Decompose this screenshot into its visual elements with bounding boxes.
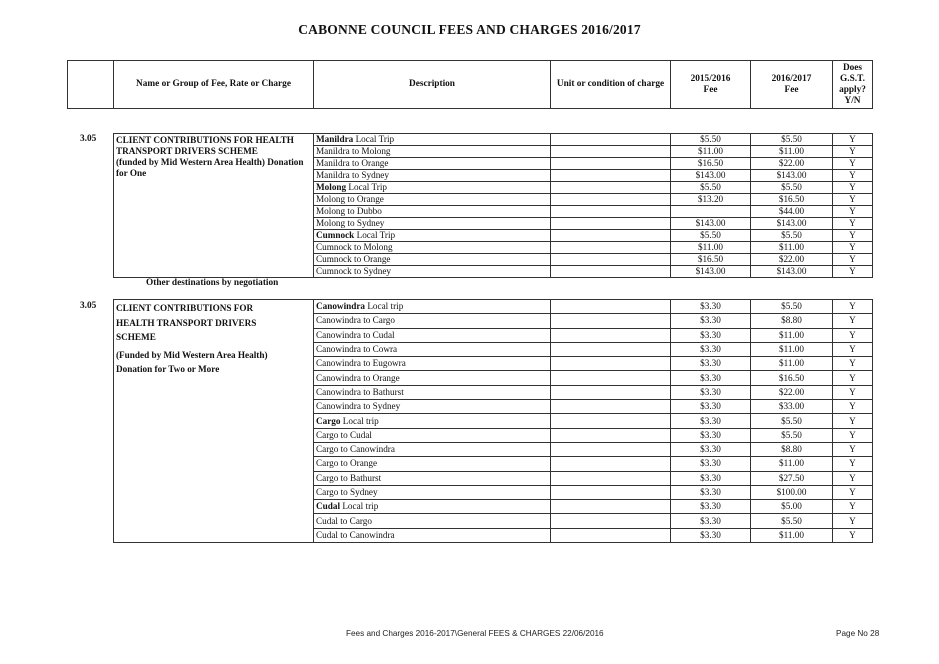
unit-cell <box>551 471 671 485</box>
gst-cell: Y <box>833 500 873 514</box>
fee-group-name-line: Donation for Two or More <box>116 364 220 375</box>
description-cell <box>314 182 551 194</box>
unit-cell <box>551 457 671 471</box>
fee-2015-cell: $3.30 <box>671 442 751 456</box>
description-cell <box>314 528 551 542</box>
fee-2016-cell: $5.50 <box>751 514 833 528</box>
fee-2016-cell: $16.50 <box>751 194 833 206</box>
unit-cell <box>551 528 671 542</box>
description-cell <box>314 266 551 278</box>
header-code-cell <box>68 61 114 109</box>
fee-2015-cell: $5.50 <box>671 134 751 146</box>
fee-2016-cell: $11.00 <box>751 457 833 471</box>
unit-cell <box>551 300 671 314</box>
description-text: Cudal to Canowindra <box>316 529 395 540</box>
description-text: Cudal to Cargo <box>316 515 372 526</box>
description-cell <box>314 514 551 528</box>
description-cell <box>314 442 551 456</box>
fee-2016-cell: $143.00 <box>751 266 833 278</box>
description-text: Local trip <box>340 501 379 512</box>
gst-cell: Y <box>833 314 873 328</box>
gst-cell: Y <box>833 342 873 356</box>
fee-2015-cell: $3.30 <box>671 500 751 514</box>
fee-2016-cell: $11.00 <box>751 357 833 371</box>
fee-section-table <box>113 299 873 543</box>
header-fee-2016 <box>751 61 833 109</box>
fee-2015-cell: $13.20 <box>671 194 751 206</box>
unit-cell <box>551 146 671 158</box>
description-cell <box>314 218 551 230</box>
unit-cell <box>551 266 671 278</box>
location-name: Cumnock <box>316 230 355 240</box>
unit-cell <box>551 442 671 456</box>
unit-cell <box>551 194 671 206</box>
fee-2016-cell: $11.00 <box>751 528 833 542</box>
description-text: Canowindra to Sydney <box>316 401 401 412</box>
fee-2015-cell: $16.50 <box>671 254 751 266</box>
fee-2015-cell: $143.00 <box>671 170 751 182</box>
fee-2016-cell: $11.00 <box>751 328 833 342</box>
footer-page-number: Page No 28 <box>836 629 880 638</box>
description-cell <box>314 457 551 471</box>
fee-2015-cell: $143.00 <box>671 266 751 278</box>
header-fee-2016-year: 2016/2017 <box>771 73 812 84</box>
gst-cell: Y <box>833 528 873 542</box>
table-row <box>114 134 873 146</box>
header-gst-line: apply? <box>839 84 866 95</box>
gst-cell: Y <box>833 218 873 230</box>
fee-group-name-line: CLIENT CONTRIBUTIONS FOR <box>116 303 254 313</box>
gst-cell: Y <box>833 146 873 158</box>
fee-2016-cell: $33.00 <box>751 400 833 414</box>
header-name: Name or Group of Fee, Rate or Charge <box>114 61 314 109</box>
fee-2015-cell: $3.30 <box>671 328 751 342</box>
description-text: Cargo to Bathurst <box>316 472 382 483</box>
gst-cell: Y <box>833 514 873 528</box>
gst-cell: Y <box>833 158 873 170</box>
gst-cell: Y <box>833 134 873 146</box>
gst-cell: Y <box>833 230 873 242</box>
header-description: Description <box>314 61 551 109</box>
location-name: Canowindra <box>316 301 366 312</box>
location-name: Cargo <box>316 415 341 426</box>
header-fee-2015-year: 2015/2016 <box>690 73 731 84</box>
description-cell <box>314 371 551 385</box>
footer-file-path: Fees and Charges 2016-2017\General FEES & CHARGES 22/06/2016 <box>346 629 604 638</box>
description-cell <box>314 385 551 399</box>
description-text: Canowindra to Cargo <box>316 315 395 326</box>
gst-cell: Y <box>833 206 873 218</box>
gst-cell: Y <box>833 242 873 254</box>
fee-2015-cell <box>671 206 751 218</box>
unit-cell <box>551 254 671 266</box>
description-text: Cumnock to Orange <box>316 254 391 264</box>
fee-2016-cell: $11.00 <box>751 342 833 356</box>
description-cell <box>314 428 551 442</box>
description-cell <box>314 400 551 414</box>
description-text: Manildra to Sydney <box>316 170 389 180</box>
fee-2015-cell: $3.30 <box>671 414 751 428</box>
fee-2015-cell: $3.30 <box>671 385 751 399</box>
description-text: Cargo to Cudal <box>316 429 372 440</box>
gst-cell: Y <box>833 371 873 385</box>
gst-cell: Y <box>833 442 873 456</box>
fee-2015-cell: $3.30 <box>671 300 751 314</box>
description-text: Molong to Sydney <box>316 218 385 228</box>
fee-2016-cell: $22.00 <box>751 158 833 170</box>
fee-2015-cell: $3.30 <box>671 314 751 328</box>
unit-cell <box>551 342 671 356</box>
description-cell <box>314 357 551 371</box>
gst-cell: Y <box>833 194 873 206</box>
unit-cell <box>551 158 671 170</box>
header-gst-line: G.S.T. <box>840 73 865 84</box>
description-cell <box>314 328 551 342</box>
header-unit: Unit or condition of charge <box>551 61 671 109</box>
fee-section-table <box>113 133 873 278</box>
unit-cell <box>551 357 671 371</box>
gst-cell: Y <box>833 266 873 278</box>
fee-2016-cell: $11.00 <box>751 242 833 254</box>
gst-cell: Y <box>833 471 873 485</box>
header-fee-2015-label: Fee <box>703 84 718 95</box>
fee-2016-cell: $100.00 <box>751 485 833 499</box>
fee-2015-cell: $3.30 <box>671 400 751 414</box>
description-cell <box>314 314 551 328</box>
description-cell <box>314 242 551 254</box>
unit-cell <box>551 230 671 242</box>
description-cell <box>314 134 551 146</box>
fee-2016-cell: $143.00 <box>751 218 833 230</box>
fee-2016-cell: $143.00 <box>751 170 833 182</box>
fee-2016-cell: $11.00 <box>751 146 833 158</box>
fee-2015-cell: $3.30 <box>671 357 751 371</box>
fee-2015-cell: $5.50 <box>671 182 751 194</box>
unit-cell <box>551 206 671 218</box>
unit-cell <box>551 414 671 428</box>
description-text: Local trip <box>365 301 404 312</box>
unit-cell <box>551 182 671 194</box>
gst-cell: Y <box>833 170 873 182</box>
fee-group-name-line: for One <box>116 168 147 178</box>
description-cell <box>314 170 551 182</box>
header-fee-2016-label: Fee <box>784 84 799 95</box>
fee-group-name-line: TRANSPORT DRIVERS SCHEME <box>116 146 258 156</box>
fee-2016-cell: $8.80 <box>751 314 833 328</box>
fee-2015-cell: $3.30 <box>671 471 751 485</box>
fee-2016-cell: $22.00 <box>751 254 833 266</box>
fee-2015-cell: $3.30 <box>671 514 751 528</box>
fee-group-name-line: (funded by Mid Western Area Health) Donation <box>116 157 304 167</box>
description-text: Local Trip <box>353 134 395 144</box>
column-header-table <box>67 60 873 109</box>
fee-2016-cell: $5.50 <box>751 300 833 314</box>
fee-group-name-line: HEALTH TRANSPORT DRIVERS <box>116 317 257 328</box>
description-text: Canowindra to Cowra <box>316 344 398 355</box>
description-cell <box>314 254 551 266</box>
fee-2015-cell: $11.00 <box>671 146 751 158</box>
description-cell <box>314 342 551 356</box>
description-cell <box>314 300 551 314</box>
description-text: Canowindra to Eugowra <box>316 358 406 369</box>
description-text: Cargo to Orange <box>316 458 378 469</box>
description-text: Cumnock to Sydney <box>316 266 392 276</box>
description-cell <box>314 158 551 170</box>
unit-cell <box>551 428 671 442</box>
description-cell <box>314 206 551 218</box>
description-text: Cargo to Sydney <box>316 487 378 497</box>
gst-cell: Y <box>833 428 873 442</box>
description-text: Local Trip <box>354 230 396 240</box>
fee-2015-cell: $3.30 <box>671 528 751 542</box>
gst-cell: Y <box>833 485 873 499</box>
fee-group-name <box>114 134 314 278</box>
fee-2015-cell: $3.30 <box>671 342 751 356</box>
fee-2015-cell: $3.30 <box>671 457 751 471</box>
unit-cell <box>551 170 671 182</box>
fee-2015-cell: $11.00 <box>671 242 751 254</box>
location-name: Manildra <box>316 134 354 144</box>
section-code: 3.05 <box>80 134 97 144</box>
fee-2016-cell: $16.50 <box>751 371 833 385</box>
unit-cell <box>551 134 671 146</box>
description-text: Manildra to Orange <box>316 158 389 168</box>
gst-cell: Y <box>833 457 873 471</box>
header-fee-2015 <box>671 61 751 109</box>
page-title: CABONNE COUNCIL FEES AND CHARGES 2016/2017 <box>298 22 641 37</box>
description-text: Canowindra to Orange <box>316 372 400 383</box>
fee-2016-cell: $5.50 <box>751 414 833 428</box>
fee-2015-cell: $3.30 <box>671 428 751 442</box>
header-gst-line: Does <box>842 62 863 73</box>
section-code: 3.05 <box>80 301 97 311</box>
table-row <box>114 300 873 314</box>
fee-2015-cell: $3.30 <box>671 371 751 385</box>
unit-cell <box>551 485 671 499</box>
unit-cell <box>551 242 671 254</box>
description-text: Manildra to Molong <box>316 146 391 156</box>
description-cell <box>314 471 551 485</box>
gst-cell: Y <box>833 300 873 314</box>
unit-cell <box>551 514 671 528</box>
description-text: Cumnock to Molong <box>316 242 393 252</box>
fee-2016-cell: $5.50 <box>751 428 833 442</box>
fee-2016-cell: $5.50 <box>751 182 833 194</box>
fee-group-name-line: CLIENT CONTRIBUTIONS FOR HEALTH <box>116 135 294 145</box>
description-text: Local trip <box>340 415 379 426</box>
unit-cell <box>551 371 671 385</box>
description-cell <box>314 194 551 206</box>
fee-2015-cell: $5.50 <box>671 230 751 242</box>
unit-cell <box>551 500 671 514</box>
other-destinations-note: Other destinations by negotiation <box>146 278 279 288</box>
fee-2016-cell: $5.00 <box>751 500 833 514</box>
fee-2016-cell: $44.00 <box>751 206 833 218</box>
description-text: Canowindra to Cudal <box>316 329 395 340</box>
location-name: Molong <box>316 182 347 192</box>
unit-cell <box>551 328 671 342</box>
description-text: Local Trip <box>346 182 387 192</box>
unit-cell <box>551 400 671 414</box>
fee-2015-cell: $3.30 <box>671 485 751 499</box>
gst-cell: Y <box>833 182 873 194</box>
gst-cell: Y <box>833 414 873 428</box>
description-cell <box>314 485 551 499</box>
fee-2016-cell: $27.50 <box>751 471 833 485</box>
fee-group-name-line: SCHEME <box>116 332 156 343</box>
fee-2016-cell: $22.00 <box>751 385 833 399</box>
unit-cell <box>551 314 671 328</box>
unit-cell <box>551 385 671 399</box>
description-cell <box>314 146 551 158</box>
description-cell <box>314 500 551 514</box>
fee-group-name-line: (Funded by Mid Western Area Health) <box>116 349 268 360</box>
description-text: Molong to Dubbo <box>316 206 382 216</box>
description-cell <box>314 230 551 242</box>
fee-2016-cell: $5.50 <box>751 134 833 146</box>
location-name: Cudal <box>316 501 341 512</box>
gst-cell: Y <box>833 254 873 266</box>
fee-2015-cell: $16.50 <box>671 158 751 170</box>
description-cell <box>314 414 551 428</box>
gst-cell: Y <box>833 400 873 414</box>
header-gst <box>833 61 873 109</box>
fee-2015-cell: $143.00 <box>671 218 751 230</box>
fee-group-name <box>114 300 314 543</box>
description-text: Molong to Orange <box>316 194 384 204</box>
header-gst-line: Y/N <box>844 95 861 106</box>
gst-cell: Y <box>833 357 873 371</box>
gst-cell: Y <box>833 328 873 342</box>
description-text: Cargo to Canowindra <box>316 444 395 455</box>
gst-cell: Y <box>833 385 873 399</box>
fee-2016-cell: $8.80 <box>751 442 833 456</box>
description-text: Canowindra to Bathurst <box>316 386 404 397</box>
unit-cell <box>551 218 671 230</box>
fee-2016-cell: $5.50 <box>751 230 833 242</box>
